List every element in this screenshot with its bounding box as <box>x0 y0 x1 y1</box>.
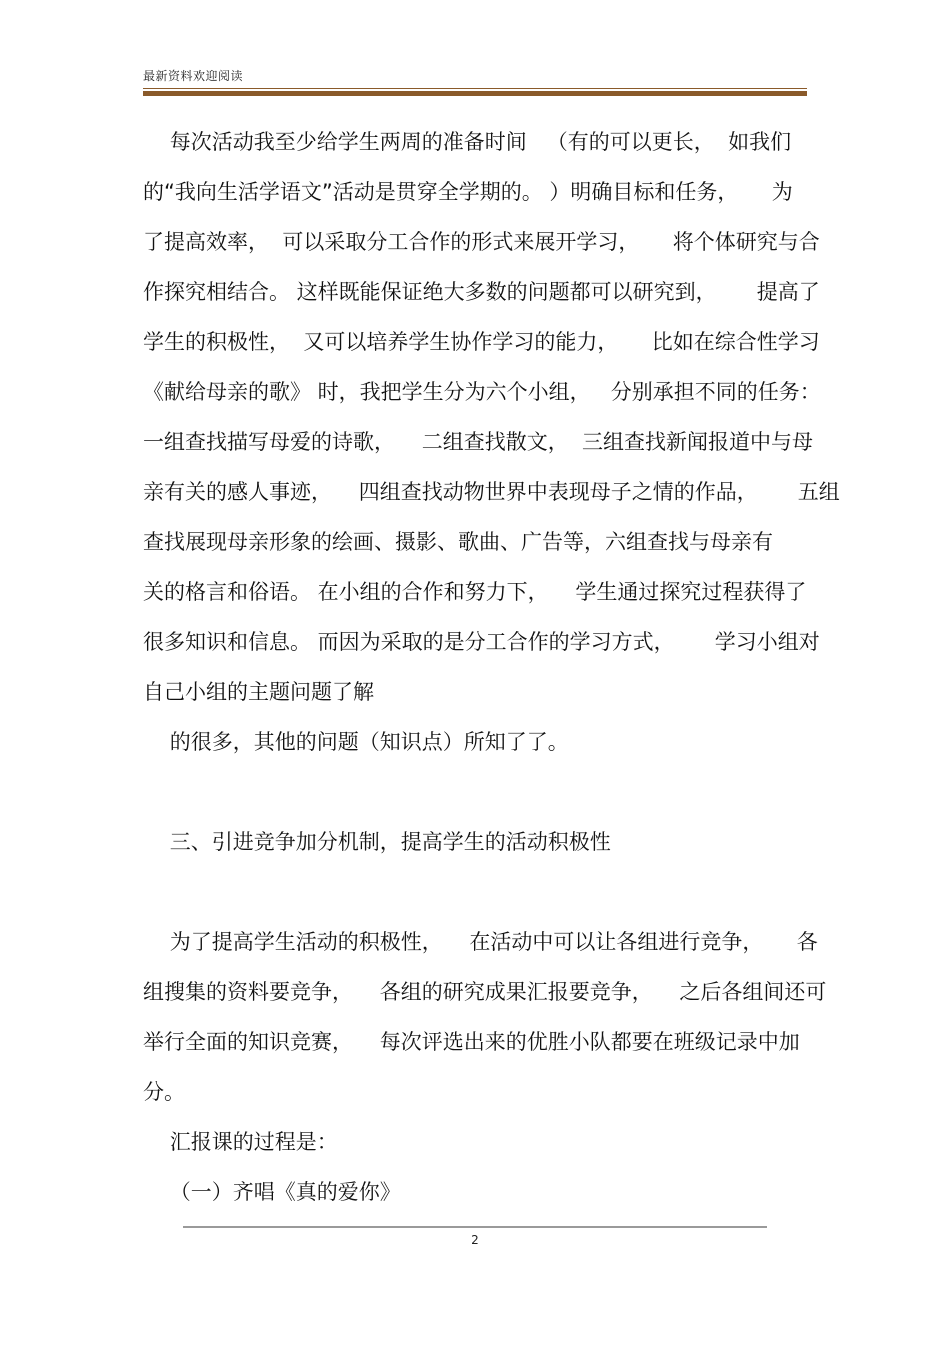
paragraph-line: 的“我向生活学语文”活动是贯穿全学期的。 ）明确目标和任务， 为 <box>143 180 793 204</box>
paragraph-line: 汇报课的过程是： <box>143 1130 338 1154</box>
paragraph-line: 查找展现母亲形象的绘画、摄影、歌曲、广告等，六组查找与母亲有 <box>143 530 773 554</box>
header-text: 最新资料欢迎阅读 <box>143 69 244 83</box>
paragraph-line: 《献给母亲的歌》 时，我把学生分为六个小组， 分别承担不同的任务： <box>143 380 821 404</box>
paragraph-line: 亲有关的感人事迹， 四组查找动物世界中表现母子之情的作品， 五组 <box>143 480 840 504</box>
page-number: 2 <box>471 1233 479 1247</box>
header-rule-thick <box>143 91 807 96</box>
paragraph-line: 关的格言和俗语。 在小组的合作和努力下， 学生通过探究过程获得了 <box>143 580 807 604</box>
paragraph-line: 学生的积极性， 又可以培养学生协作学习的能力， 比如在综合性学习 <box>143 330 820 354</box>
header-rule <box>143 88 807 89</box>
paragraph-line: 组搜集的资料要竞争， 各组的研究成果汇报要竞争， 之后各组间还可 <box>143 980 827 1004</box>
paragraph-line: 很多知识和信息。 而因为采取的是分工合作的学习方式， 学习小组对 <box>143 630 820 654</box>
paragraph-line: 一组查找描写母爱的诗歌， 二组查找散文， 三组查找新闻报道中与母 <box>143 430 814 454</box>
paragraph-line: 为了提高学生活动的积极性， 在活动中可以让各组进行竞争， 各 <box>143 930 818 954</box>
paragraph-line: 分。 <box>143 1080 185 1104</box>
paragraph-line: （一）齐唱《真的爱你》 <box>143 1180 401 1204</box>
paragraph-line: 每次活动我至少给学生两周的准备时间 （有的可以更长， 如我们 <box>143 130 792 154</box>
paragraph-line: 的很多，其他的问题（知识点）所知了了。 <box>143 730 569 754</box>
paragraph-line: 了提高效率， 可以采取分工合作的形式来展开学习， 将个体研究与合 <box>143 230 820 254</box>
paragraph-line: 作探究相结合。 这样既能保证绝大多数的问题都可以研究到， 提高了 <box>143 280 820 304</box>
paragraph-line: 举行全面的知识竞赛， 每次评选出来的优胜小队都要在班级记录中加 <box>143 1030 800 1054</box>
paragraph-line: 自己小组的主题问题了解 <box>143 680 374 704</box>
section-heading: 三、引进竞争加分机制，提高学生的活动积极性 <box>143 830 611 854</box>
footer-rule <box>183 1226 767 1228</box>
